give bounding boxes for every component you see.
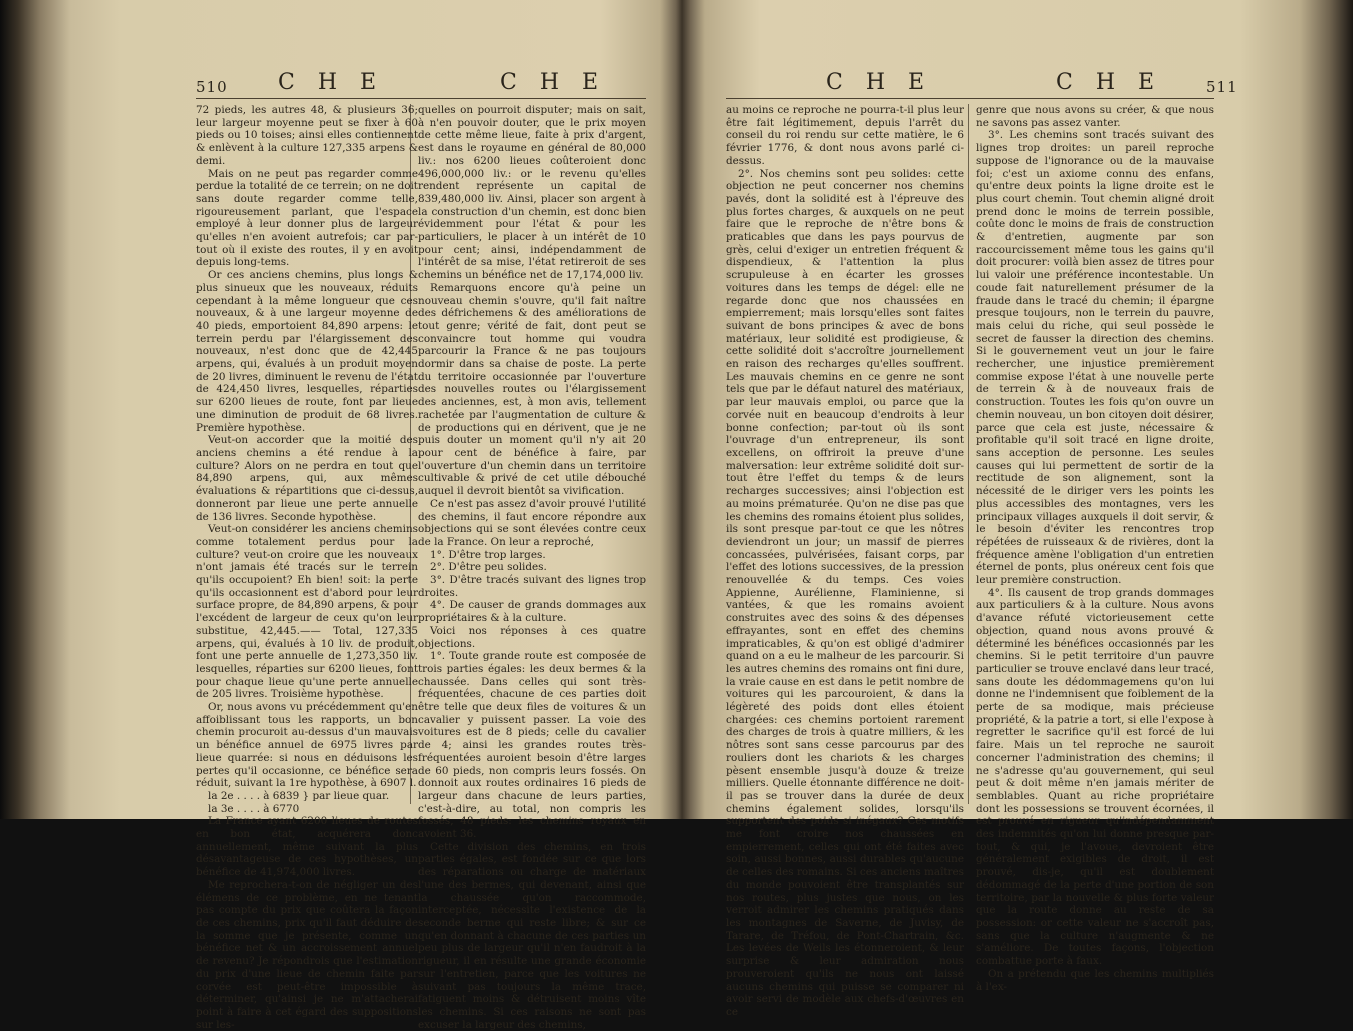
running-head: C H E: [500, 70, 607, 95]
list-item: 3°. D'être tracés suivant des lignes trop droites.: [418, 574, 646, 599]
paragraph: On a prétendu que les chemins multipliés à l'ex-: [976, 967, 1214, 993]
column-divider: [968, 104, 969, 804]
right-page: [720, 0, 1260, 1018]
paragraph: Remarquons encore qu'à peine un nouveau chemin s'ouvre, qu'il fait naître des défrichemens & des améliorations de tout genre; vérité de fait, dont peut se convaincre tout homme qui voudra parcourir la France & ne pas toujours dormir dans sa chaise de poste. La perte du territoire occasionnée par l'ouverture des nouvelles routes ou l'élargissement des anciennes, est, à mon avis, tellement rachetée par l'augmentation de culture & de productions qui en dérivent, que je ne puis douter un moment qu'il n'y ait 20 pour cent de bénéfice à faire, par l'ouverture d'un chemin dans un territoire cultivable & privé de cet utile débouché auquel il devroit bientôt sa vivification.: [418, 281, 646, 498]
paragraph: Cette division des chemins, en trois parties égales, est fondée sur ce que lors des réparations ou charge de matériaux l'une des bermes, qui devenant, ainsi que la chaussée qu'on raccommode, interceptée, nécessite l'existence de la seconde berme qui reste libre; & sur ce qu'en donnant à chacune de ces parties un peu plus de largeur qu'il n'en faudroit à la rigueur, il en résulte une grande économie sur l'entretien, parce que les voitures ne suivant pas toujours la même trace, fatiguent moins & détruisent moins vîte les chemins. Si ces raisons ne sont pas excuser la largeur des chemins,: [418, 840, 646, 1031]
paragraph: 3°. Les chemins sont tracés suivant des lignes trop droites: un pareil reproche suppose de l'ignorance ou de la mauvaise foi; c'est un axiome connu des enfans, qu'entre deux points la ligne droite est le plus court chemin. Tout chemin aligné droit prend donc le moins de terrein possible, coûte donc le moins de frais de construction & d'entretien, augmente par son raccourcissement même tous les gains qu'il doit procurer: voilà bien assez de titres pour lui valoir une préférence incontestable. Un coude fait naturellement présumer de la fraude dans le tracé du chemin; il épargne presque toujours, non le terrein du pauvre, mais celui du riche, qui seul possède le secret de fausser la direction des chemins. Si le gouvernement veut un jour le faire rechercher, une injustice premièrement commise expose l'état à une nouvelle perte de terrein & à de nouveaux frais de construction. Toutes les fois qu'on ouvre un chemin nouveau, un bon citoyen doit désirer, parce que cela est juste, nécessaire & profitable qu'il soit tracé en ligne droite, sans acception de personne. Les seules causes qui lui permettent de sortir de la rectitude de son alignement, sont la nécessité de le diriger vers les points les plus accessibles des montagnes, vers les principaux villages auxquels il doit servir, & le besoin d'éviter les rencontres trop répétées de ruisseaux & de rivières, dont la fréquence amène l'obligation d'un entretien éternel de ponts, plus onéreux cent fois que leur première construction.: [976, 129, 1214, 587]
paragraph: 1°. Toute grande route est composée de trois parties égales: les deux bermes & la chaussée. Dans celles qui sont très-fréquentées, chacune de ces parties doit être telle que deux files de voitures & un cavalier y puissent passer. La voie des voitures est de 8 pieds; celle du cavalier de 4; ainsi les grandes routes très-fréquentées auroient besoin d'être larges de 60 pieds, non compris leurs fossés. On donnoit aux routes ordinaires 16 pieds de largeur dans chacune de leurs parties, c'est-à-dire, au total, non compris les fossés, 48 pieds: les chemins royaux en avoient 36.: [418, 650, 646, 841]
paragraph: Or, nous avons vu précédemment qu'en affoiblissant tous les rapports, un bon chemin procuroit au-dessus d'un mauvais un bénéfice annuel de 6975 livres par lieue quarrée: si nous en déduisons les pertes qu'il occasionne, ce bénéfice sera réduit, suivant la 1re hypothèse, à 6907 l.: [196, 701, 418, 790]
hypothesis-line: la 3e . . . . à 6770: [208, 802, 300, 815]
paragraph: Me reprochera-t-on de négliger un des élémens de ce problème, en ne tenant pas compte du prix que coûtera la façon de ces chemins, prix qu'il faut déduire de la somme que je présente, comme un bénéfice net & un accroissement annuel de revenu? Je répondrois que l'estimation du prix d'une lieue de chemin faite par corvée est peut-être impossible à déterminer, qu'ainsi je ne m'attacherai point à faire à cet égard des suppositions sur les-: [196, 878, 418, 1031]
page-number: 511: [1206, 78, 1238, 96]
paragraph: Veut-on considérer les anciens chemins comme totalement perdus pour la culture? veut-on croire que les nouveaux n'ont jamais été tracés sur le terrein qu'ils occupoient? Eh bien! soit: la perte qu'ils occasionnent est d'abord pour leur surface propre, de 84,890 arpens, & pour l'excédent de largeur de ceux qu'on leur substitue, 42,445.—— Total, 127,335 arpens, qui, évalués à 10 liv. de produit, font une perte annuelle de 1,273,350 liv. lesquelles, réparties sur 6200 lieues, font pour chaque lieue qu'une perte annuelle de 205 livres. Troisième hypothèse.: [196, 523, 418, 701]
header-rule: [726, 98, 1214, 99]
text-column-left: [196, 104, 418, 1031]
paragraph: genre que nous avons su créer, & que nous ne savons pas assez vanter.: [976, 104, 1214, 129]
paragraph: au moins ce reproche ne pourra-t-il plus leur être fait légitimement, depuis l'arrêt du conseil du roi rendu sur cette matière, le 6 février 1776, & dont nous avons parlé ci-dessus.: [726, 104, 964, 167]
text-column-right: [976, 104, 1214, 993]
paragraph: La France ayant 6200 lieues de routes en bon état, acquérera donc annuellement, même suivant la plus désavantageuse de ces hypothèses, un bénéfice de 41,974,000 livres.: [196, 815, 418, 879]
paragraph: Or ces anciens chemins, plus longs & plus sinueux que les nouveaux, réduits cependant à la même longueur que ces nouveaux, & à une largeur moyenne de 40 pieds, emportoient 84,890 arpens: le terrein perdu par l'élargissement des nouveaux, n'est donc que de 42,445 arpens, qui, évalués à un produit moyen de 20 livres, diminuent le revenu de l'état de 424,450 livres, lesquelles, réparties sur 6200 lieues de route, font par lieue une diminution de produit de 68 livres. Première hypothèse.: [196, 269, 418, 434]
paragraph: quelles on pourroit disputer; mais on sait, à n'en pouvoir douter, que le prix moyen de cette même lieue, faite à prix d'argent, est dans le royaume en général de 80,000 liv.: nos 6200 lieues coûteroient donc 496,000,000 liv.: or le revenu qu'elles rendent représente un capital de 839,480,000 liv. Ainsi, placer son argent à la construction d'un chemin, est donc bien évidemment pour l'état & pour les particuliers, le placer à un intérêt de 10 pour cent; ainsi, indépendamment de l'intérêt de sa mise, l'état retireroit de ses chemins un bénéfice net de 17,174,000 liv.: [418, 104, 646, 282]
running-head: C H E: [826, 70, 933, 95]
left-page: [150, 0, 670, 1031]
header-rule: [196, 98, 646, 99]
text-column-left: [726, 104, 965, 1018]
paragraph: 4°. Ils causent de trop grands dommages aux particuliers & à la culture. Nous avons d'avance réfuté victorieusement cette objection, quand nous avons prouvé & déterminé les bénéfices occasionnés par les chemins. Si le petit territoire d'un pauvre particulier se trouve enclavé dans leur tracé, sans doute les dédommagemens qu'on lui donne ne l'indemnisent que foiblement de la perte de sa modique, mais précieuse propriété, & la patrie a tort, si elle l'expose à regretter le sacrifice qu'il est forcé de lui faire. Mais un tel reproche ne sauroit concerner l'administration des chemins; il ne s'adresse qu'au gouvernement, qui seul peut & doit même n'en jamais mériter de semblables. Quant au riche propriétaire dont les possessions se trouvent écornées, il est prouvé en rigueur qu'indépendamment des indemnités qu'on lui donne presque par-tout, & qui, je l'avoue, devroient être généralement exigibles de droit, il est prouvé, dis-je, qu'il est doublement dédommagé de la perte d'une portion de son territoire, par la nouvelle & plus forte valeur que la route donne au reste de sa possession: or cette valeur ne s'accroît pas, sans que la culture n'augmente & ne s'améliore. De toutes façons, l'objection combattue porte à faux.: [976, 586, 1214, 968]
list-item: 1°. D'être trop larges.: [430, 548, 546, 561]
list-item: 4°. De causer de grands dommages aux propriétaires & à la culture.: [418, 599, 646, 625]
hypothesis-line: la 2e . . . . à 6839 } par lieue quar.: [208, 789, 390, 802]
list-item: 2°. D'être peu solides.: [430, 561, 547, 574]
running-head: C H E: [1056, 70, 1163, 95]
page-number: 510: [196, 78, 228, 96]
paragraph: Mais on ne peut pas regarder comme perdue la totalité de ce terrein; on ne doit sans doute regarder comme telle, rigoureusement parlant, que l'espace employé à leur donner plus de largeur qu'elles n'en avoient autrefois; car par-tout où il existe des routes, il y en avoit depuis long-tems.: [196, 167, 418, 269]
paragraph: 72 pieds, les autres 48, & plusieurs 36; leur largeur moyenne peut se fixer à 60 pieds ou 10 toises; ainsi elles contiennent & enlèvent à la culture 127,335 arpens & demi.: [196, 104, 418, 167]
paragraph: 2°. Nos chemins sont peu solides: cette objection ne peut concerner nos chemins pavés, dont la solidité est à l'épreuve des plus fortes charges, & auxquels on ne peut faire que le reproche de n'être bons & praticables que dans les pays pourvus de grès, celui d'exiger un entretien fréquent & dispendieux, & l'attention la plus scrupuleuse à en écarter les grosses voitures dans les temps de dégel: elle ne regarde donc que nos chaussées en empierrement; mais lorsqu'elles sont faites suivant de bons principes & avec de bons matériaux, leur solidité est prodigieuse, & cette solidité doit s'accroître journellement en raison des recharges qu'elles souffrent. Les mauvais chemins en ce genre ne sont tels que par le défaut naturel des matériaux, par leur mauvais emploi, ou parce que la corvée nuit en beaucoup d'endroits à leur bonne confection; par-tout où ils sont l'ouvrage d'un entrepreneur, ils sont excellens, on offriroit la preuve d'une malversation: leur extrême solidité doit sur-tout être l'effet du temps & de leurs recharges successives; ainsi l'objection est au moins prématurée. Qu'on ne dise pas que les chemins des romains étoient plus solides, ils sont presque par-tout ce que les nôtres deviendront un jour; un massif de pierres concassées, pulvérisées, faisant corps, par l'effet des lotions successives, de la pression renouvellée & du temps. Ces voies Appienne, Aurélienne, Flaminienne, si vantées, & que les romains avoient construites avec des soins & des dépenses effrayantes, sont en effet des chemins impraticables, & qu'on est obligé d'admirer quand on a eu le malheur de les parcourir. Si les autres chemins des romains ont fini dure, la vraie cause en est dans le petit nombre de voitures qui les parcouroient, & dans la légèreté des poids dont elles étoient chargées: ces chemins portoient rarement des charges de trois à quatre milliers, & les nôtres sont sans cesse parcourus par des rouliers dont les chariots & les charges pèsent ensemble jusqu'à douze & treize milliers. Quelle étonnante différence ne doit-il pas se trouver dans la durée de deux chemins également solides, lorsqu'ils supportent des poids si inégaux? Ces motifs me font croire nos chaussées en empierrement, celles qui ont été faites avec soin, aussi bonnes, aussi durables qu'aucune de celles des romains. Si ces anciens maîtres du monde pouvoient être transplantés sur nos routes, plus justes que nous, on les verroit admirer les chemins pratiqués dans les montagnes de Saverne, de Juvisy, de Tarare, de Tréfou, de Pont-Chartrain, &c. Les levées de Weils les étonneroient, & leur surprise & leur admiration nous prouveroient qu'ils ne nous ont laissé aucuns chemins qui puisse se comparer ni avoir servi de modèle aux chefs-d'œuvres en ce: [726, 167, 965, 1018]
text-column-right: [418, 104, 646, 1031]
running-head: C H E: [278, 70, 385, 95]
paragraph: Voici nos réponses à ces quatre objections.: [418, 624, 646, 650]
paragraph: Veut-on accorder que la moitié des anciens chemins a été rendue à la culture? Alors on ne perdra en tout que 84,890 arpens, qui, aux mêmes évaluations & répartitions que ci-dessus, donneront par lieue une perte annuelle de 136 livres. Seconde hypothèse.: [196, 434, 418, 523]
paragraph: Ce n'est pas assez d'avoir prouvé l'utilité des chemins, il faut encore répondre aux objections qui se sont élevées contre ceux de la France. On leur a reproché,: [418, 497, 646, 548]
